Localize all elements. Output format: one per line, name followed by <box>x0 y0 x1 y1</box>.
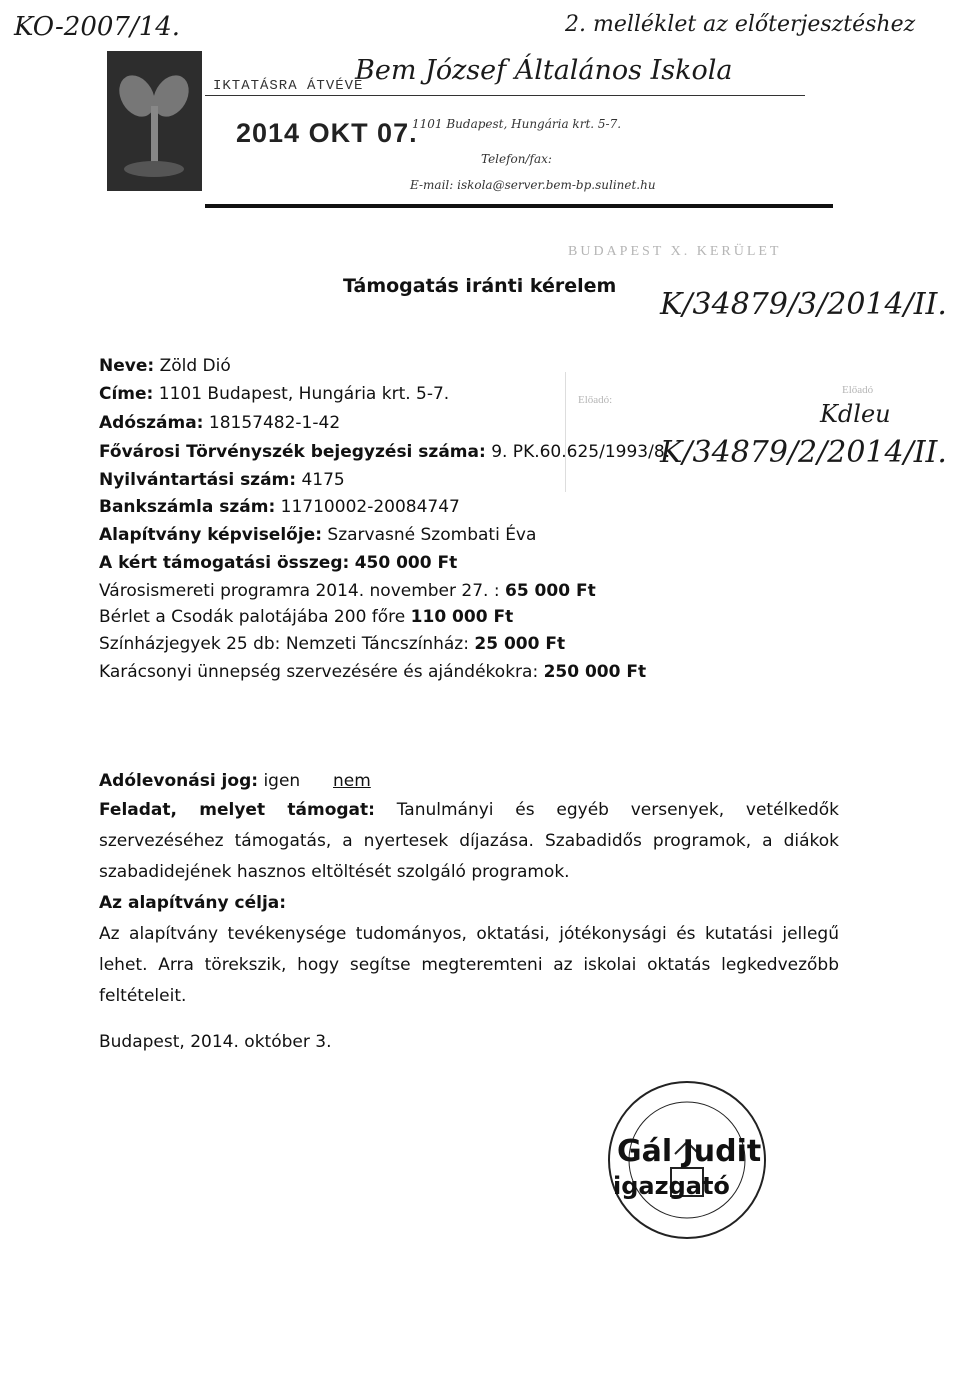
annex-note-handwritten: 2. melléklet az előterjesztéshez <box>565 12 916 37</box>
list-item <box>99 634 565 654</box>
field-label: Alapítvány képviselője: <box>99 525 323 545</box>
handwritten-signature: Kdleu <box>820 400 891 428</box>
field-label: Adószáma: <box>99 413 204 433</box>
item-amount: 250 000 Ft <box>543 662 647 682</box>
school-email: E-mail: iskola@server.bem-bp.sulinet.hu <box>410 178 656 192</box>
field-label: A kért támogatási összeg: <box>99 553 350 573</box>
field-tax-number <box>99 413 340 433</box>
item-text: Színházjegyek 25 db: Nemzeti Táncszínház: <box>99 634 475 654</box>
field-name <box>99 356 231 376</box>
signer-name: Gál Judit <box>617 1134 762 1169</box>
field-court-registration <box>99 442 670 462</box>
place-date: Budapest, 2014. október 3. <box>99 1032 332 1052</box>
letterhead-rule <box>205 204 833 208</box>
registration-number-handwritten: K/34879/3/2014/II. <box>660 287 947 322</box>
item-text: Bérlet a Csodák palotájába 200 főre <box>99 607 411 627</box>
field-value: 4175 <box>301 470 345 490</box>
field-address <box>99 384 449 404</box>
task-label: Feladat, melyet támogat: <box>99 800 375 820</box>
field-value: 1101 Budapest, Hungária krt. 5-7. <box>158 384 450 404</box>
goal-text: Az alapítvány tevékenysége tudományos, oktatási, jótékonysági és kutatási jellegű lehet. Arra törekszik, hogy segítse megteremteni az iskolai oktatás legkedvezőbb feltételeit. <box>99 924 839 1006</box>
received-stamp-date: 2014 OKT 07. <box>236 118 418 148</box>
field-value: Zöld Dió <box>159 356 231 376</box>
item-text: Karácsonyi ünnepség szervezésére és ajándékokra: <box>99 662 544 682</box>
field-label: Fővárosi Törvényszék bejegyzési száma: <box>99 442 486 462</box>
item-text: Városismereti programra 2014. november 27. : <box>99 581 505 601</box>
school-name: Bem József Általános Iskola <box>355 55 733 86</box>
school-logo <box>107 51 202 191</box>
tax-deduction-row <box>99 771 371 791</box>
field-bank-account <box>99 497 460 517</box>
item-amount: 110 000 Ft <box>410 607 514 627</box>
field-label: Nyilvántartási szám: <box>99 470 297 490</box>
field-label: Bankszámla szám: <box>99 497 276 517</box>
faint-stamp-label: Előadó <box>842 384 874 396</box>
item-amount: 25 000 Ft <box>474 634 566 654</box>
field-value: 450 000 Ft <box>354 553 458 573</box>
task-text: Tanulmányi és egyéb versenyek, vetélkedők szervezéséhez támogatás, a nyertesek díjazása. Szabadidős programok, a diákok szabadidejének hasznos eltöltését szolgáló programok. <box>99 800 839 882</box>
option-no-selected: nem <box>333 771 371 791</box>
field-requested-amount <box>99 553 457 573</box>
letterhead-line <box>205 95 805 96</box>
list-item <box>99 662 646 682</box>
school-address: 1101 Budapest, Hungária krt. 5-7. <box>412 117 622 131</box>
field-value: 18157482-1-42 <box>208 413 341 433</box>
registration-number-handwritten: K/34879/2/2014/II. <box>660 435 947 470</box>
field-label: Neve: <box>99 356 155 376</box>
goal-label: Az alapítvány célja: <box>99 893 287 913</box>
option-yes: igen <box>263 771 301 791</box>
field-value: Szarvasné Szombati Éva <box>327 525 537 545</box>
faint-office-stamp: BUDAPEST X. KERÜLET <box>568 244 782 259</box>
item-amount: 65 000 Ft <box>504 581 596 601</box>
task-section <box>99 795 839 1012</box>
document-title: Támogatás iránti kérelem <box>343 275 617 297</box>
list-item <box>99 581 596 601</box>
received-stamp: IKTATÁSRA ÁTVÉVE <box>213 78 364 94</box>
school-phone: Telefon/fax: <box>481 152 552 166</box>
field-label: Adólevonási jog: <box>99 771 259 791</box>
field-registry-number <box>99 470 345 490</box>
list-item <box>99 607 513 627</box>
field-representative <box>99 525 536 545</box>
field-label: Címe: <box>99 384 154 404</box>
signer-title: igazgató <box>613 1172 730 1200</box>
field-value: 11710002-20084747 <box>280 497 460 517</box>
field-value: 9. PK.60.625/1993/8. <box>491 442 671 462</box>
reference-number-handwritten: KO-2007/14. <box>14 12 181 42</box>
faint-stamp-label: Előadó: <box>578 394 613 406</box>
